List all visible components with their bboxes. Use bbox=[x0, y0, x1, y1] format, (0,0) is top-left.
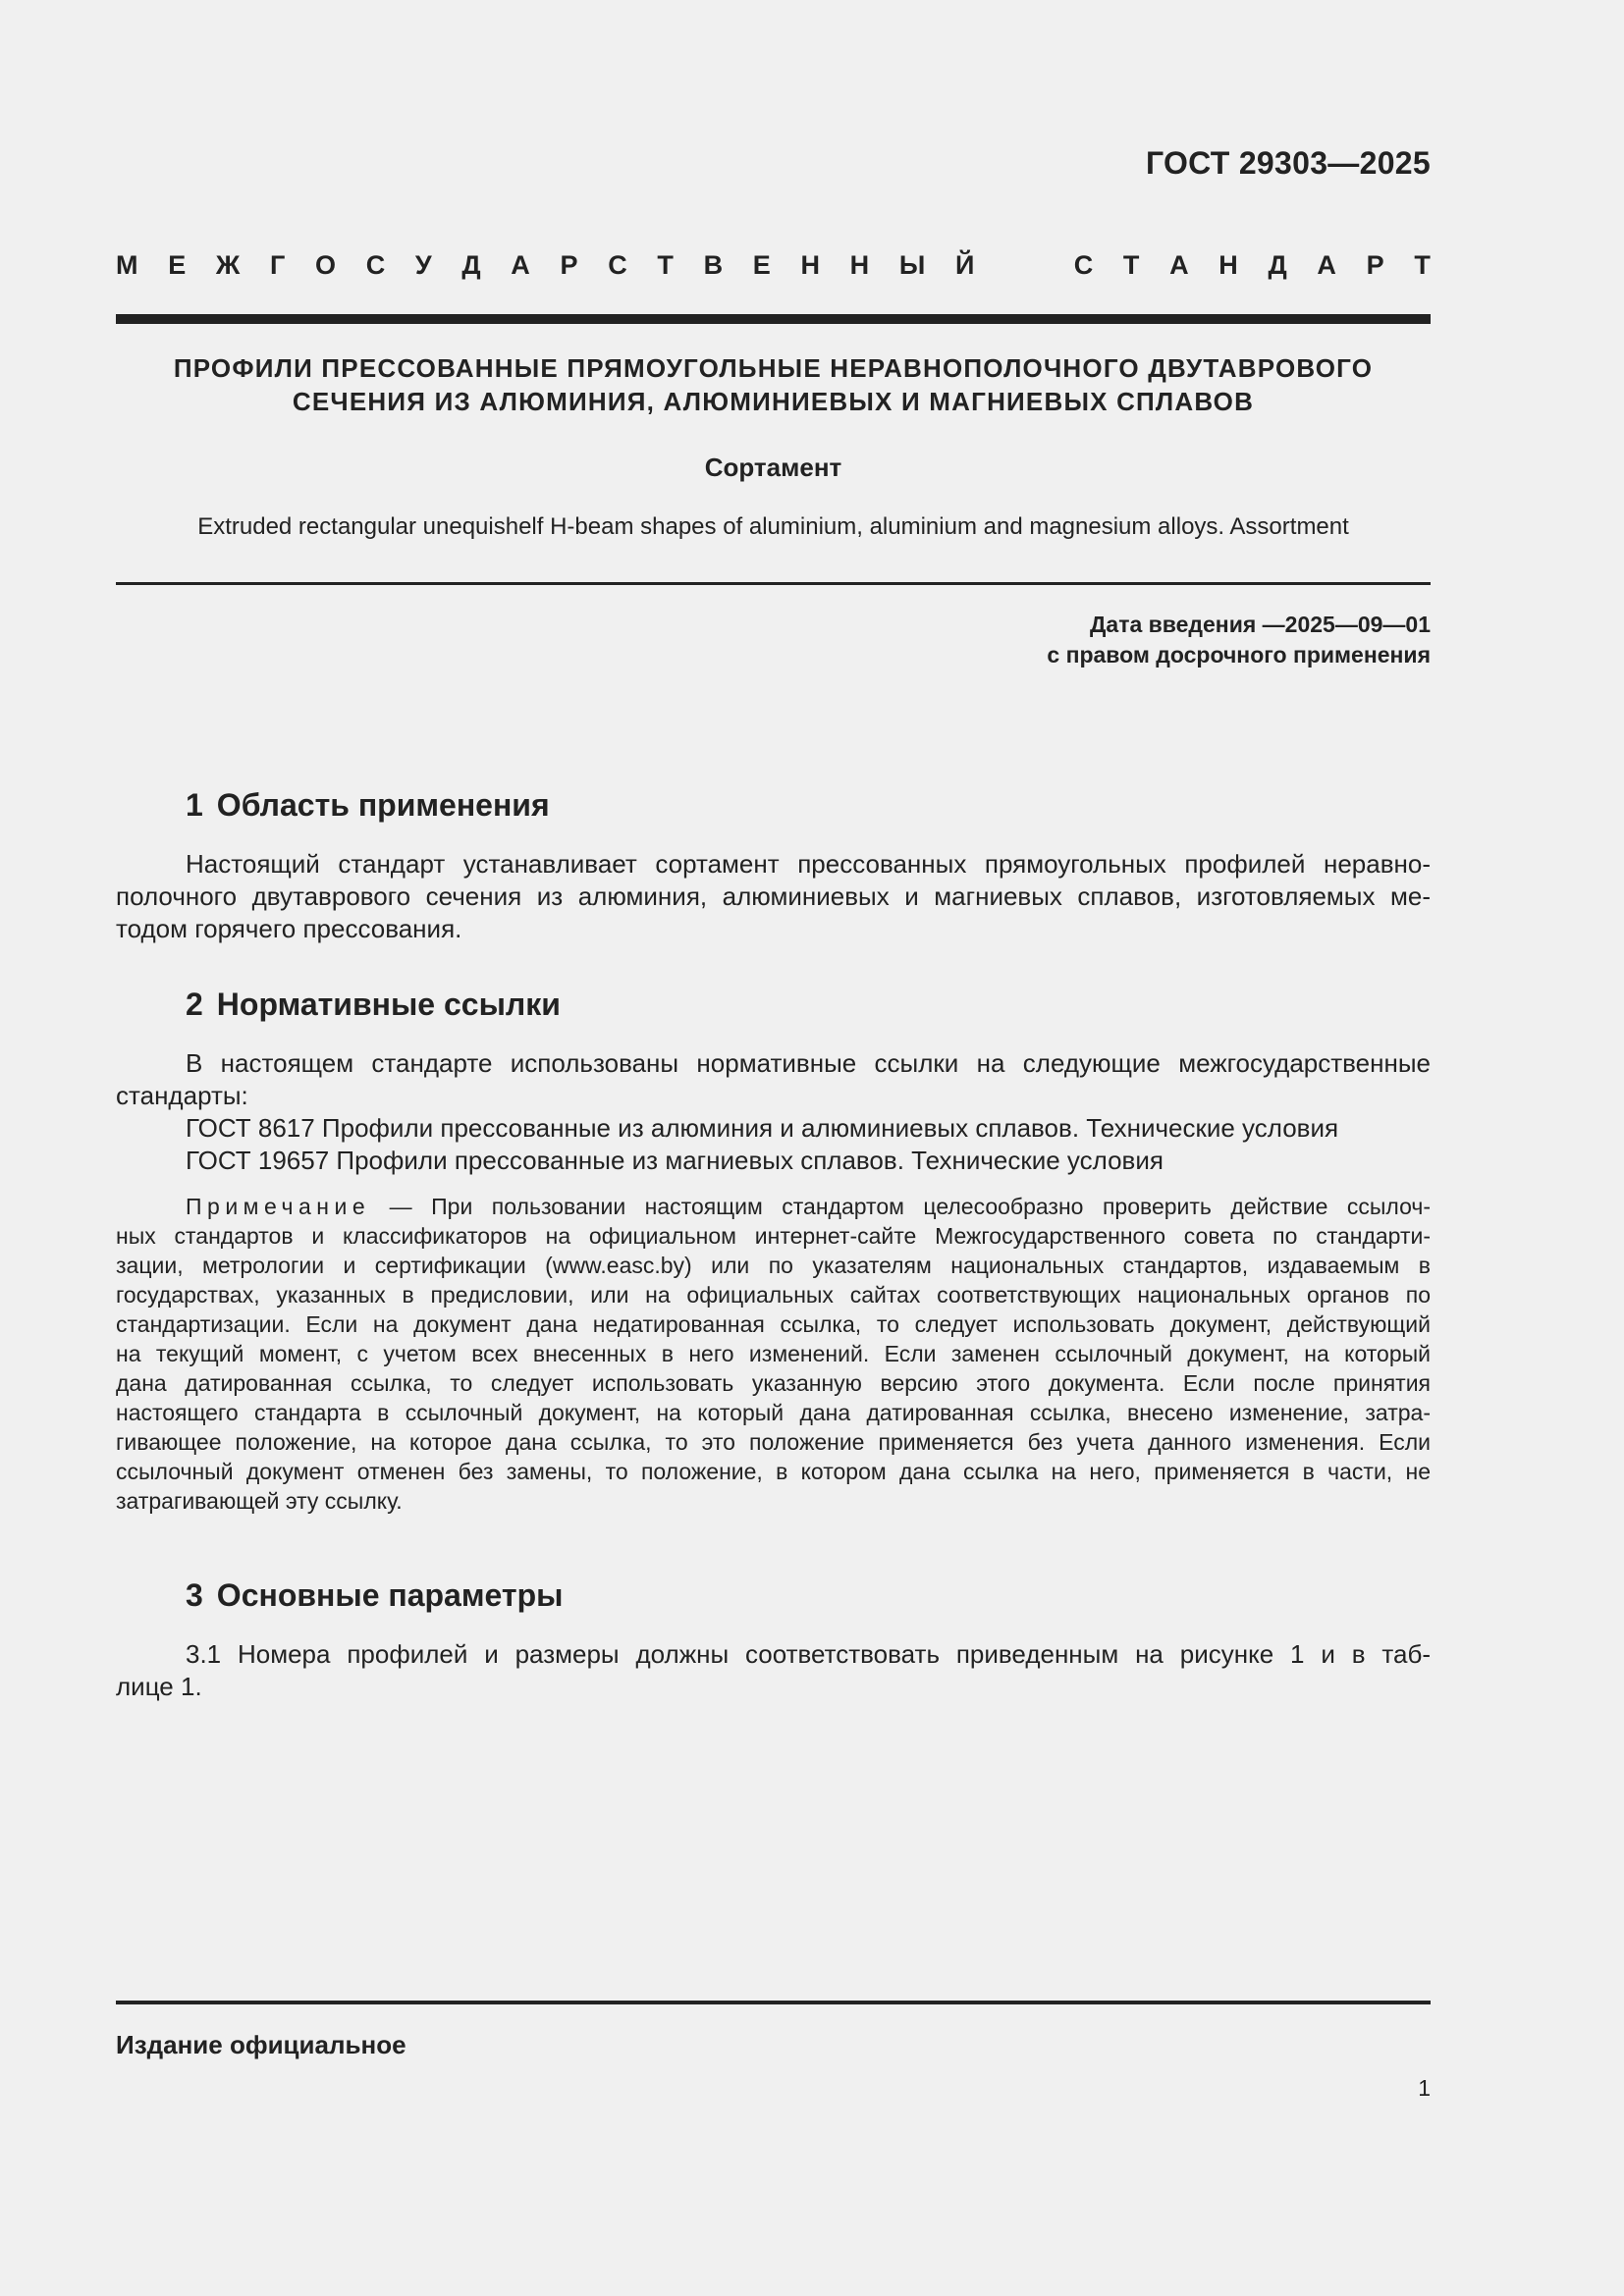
banner-letter: М bbox=[116, 250, 138, 280]
note-line: государствах, указанных в предисловии, или на официальных сайтах соответствующих национальных органов по bbox=[116, 1282, 1431, 1308]
note-line: на текущий момент, с учетом всех внесенных в него изменений. Если заменен ссылочный документ, на который bbox=[116, 1341, 1431, 1366]
banner-letter: С bbox=[608, 250, 627, 280]
banner-letter: А bbox=[1317, 250, 1336, 280]
title-line-2: СЕЧЕНИЯ ИЗ АЛЮМИНИЯ, АЛЮМИНИЕВЫХ И МАГНИЕВЫХ СПЛАВОВ bbox=[292, 387, 1255, 416]
note-line: затрагивающей эту ссылку. bbox=[116, 1488, 403, 1514]
banner-letter: О bbox=[314, 250, 336, 280]
note-line: зации, метрологии и сертификации (www.easc.by) или по указателям национальных стандартов, издаваемым в bbox=[116, 1253, 1431, 1278]
normative-reference: ГОСТ 19657 Профили прессованные из магниевых сплавов. Технические условия bbox=[186, 1146, 1164, 1175]
interstate-standard-banner bbox=[116, 250, 1431, 281]
section-1-title: Область применения bbox=[216, 787, 550, 823]
section-3-number: 3 bbox=[186, 1577, 203, 1613]
section-3-line: лице 1. bbox=[116, 1672, 202, 1701]
note-line: настоящего стандарта в ссылочный документ, на который дана датированная ссылка, внесено изменение, затра- bbox=[116, 1400, 1431, 1425]
document-subtitle: Сортамент bbox=[704, 453, 842, 482]
section-2-text bbox=[116, 1047, 1431, 1177]
section-2-number: 2 bbox=[186, 987, 203, 1022]
banner-letter: Й bbox=[954, 250, 975, 280]
banner-letter: Е bbox=[168, 250, 187, 280]
banner-letter: Р bbox=[560, 250, 578, 280]
banner-letter: Ы bbox=[898, 250, 926, 280]
section-1-number: 1 bbox=[186, 787, 203, 823]
section-1-heading bbox=[186, 787, 550, 824]
introduction-date bbox=[1047, 610, 1431, 670]
note-line: ссылочный документ отменен без замены, то положение, в котором дана ссылка на него, применяется в части, не bbox=[116, 1459, 1431, 1484]
section-3-title: Основные параметры bbox=[216, 1577, 564, 1613]
banner-letter: Т bbox=[1122, 250, 1140, 280]
banner-letter: Н bbox=[849, 250, 870, 280]
section-2-note bbox=[116, 1192, 1431, 1516]
banner-letter: Н bbox=[800, 250, 820, 280]
section-1-text bbox=[116, 848, 1431, 945]
page-number: 1 bbox=[1418, 2075, 1431, 2101]
banner-letter: Д bbox=[1268, 250, 1287, 280]
english-title: Extruded rectangular unequishelf H-beam shapes of aluminium, aluminium and magnesium alloys. Assortment bbox=[197, 513, 1349, 540]
section-3-heading bbox=[186, 1577, 563, 1614]
title-line-1: ПРОФИЛИ ПРЕССОВАННЫЕ ПРЯМОУГОЛЬНЫЕ НЕРАВНОПОЛОЧНОГО ДВУТАВРОВОГО bbox=[173, 353, 1374, 383]
section-1-line: тодом горячего прессования. bbox=[116, 914, 462, 943]
title-rule bbox=[116, 582, 1431, 585]
note-line bbox=[116, 1192, 1431, 1221]
section-2-heading bbox=[186, 987, 561, 1023]
document-code: ГОСТ 29303—2025 bbox=[1145, 145, 1431, 181]
banner-letter: Т bbox=[1414, 250, 1431, 280]
banner-letter: Е bbox=[752, 250, 771, 280]
footer-rule bbox=[116, 2001, 1431, 2004]
document-page bbox=[116, 0, 1431, 2296]
section-3-line: 3.1 Номера профилей и размеры должны соответствовать приведенным на рисунке 1 и в таб- bbox=[186, 1639, 1431, 1669]
banner-letter: Г bbox=[269, 250, 286, 280]
note-line: дана датированная ссылка, то следует использовать указанную версию этого документа. Если после принятия bbox=[116, 1370, 1431, 1396]
document-title bbox=[116, 351, 1431, 418]
banner-letter: В bbox=[703, 250, 724, 280]
header-rule bbox=[116, 314, 1431, 324]
banner-letter: С bbox=[365, 250, 386, 280]
banner-word-gap bbox=[1004, 250, 1044, 281]
note-line: гивающее положение, на которое дана ссылка, то это положение применяется без учета данного изменения. Если bbox=[116, 1429, 1431, 1455]
banner-letter: Т bbox=[657, 250, 674, 280]
section-2-line: стандарты: bbox=[116, 1081, 248, 1110]
note-line: ных стандартов и классификаторов на официальном интернет-сайте Межгосударственного совета по стандарти- bbox=[116, 1223, 1431, 1249]
early-application-line: с правом досрочного применения bbox=[1047, 642, 1431, 667]
section-2-title: Нормативные ссылки bbox=[216, 987, 561, 1022]
note-text: — При пользовании настоящим стандартом целесообразно проверить действие ссылоч- bbox=[370, 1194, 1431, 1219]
banner-letter: Р bbox=[1366, 250, 1384, 280]
banner-letter: А bbox=[511, 250, 530, 280]
section-2-line: В настоящем стандарте использованы нормативные ссылки на следующие межгосударственные bbox=[186, 1048, 1431, 1078]
banner-letter: Н bbox=[1218, 250, 1238, 280]
banner-letter: А bbox=[1169, 250, 1189, 280]
note-line: стандартизации. Если на документ дана недатированная ссылка, то следует использовать документ, действующий bbox=[116, 1311, 1431, 1337]
introduction-date-line: Дата введения —2025—09—01 bbox=[1090, 612, 1431, 637]
banner-letter: Ж bbox=[215, 250, 241, 280]
banner-letter: Д bbox=[461, 250, 481, 280]
note-label: Примечание bbox=[186, 1194, 371, 1219]
section-3-text bbox=[116, 1638, 1431, 1703]
section-1-line: полочного двутаврового сечения из алюминия, алюминиевых и магниевых сплавов, изготовляемых ме- bbox=[116, 881, 1431, 911]
normative-reference: ГОСТ 8617 Профили прессованные из алюминия и алюминиевых сплавов. Технические условия bbox=[186, 1113, 1339, 1143]
section-1-line: Настоящий стандарт устанавливает сортамент прессованных прямоугольных профилей неравно- bbox=[186, 849, 1431, 879]
official-edition-label: Издание официальное bbox=[116, 2030, 406, 2059]
banner-letter: У bbox=[414, 250, 432, 280]
banner-letter: С bbox=[1073, 250, 1094, 280]
